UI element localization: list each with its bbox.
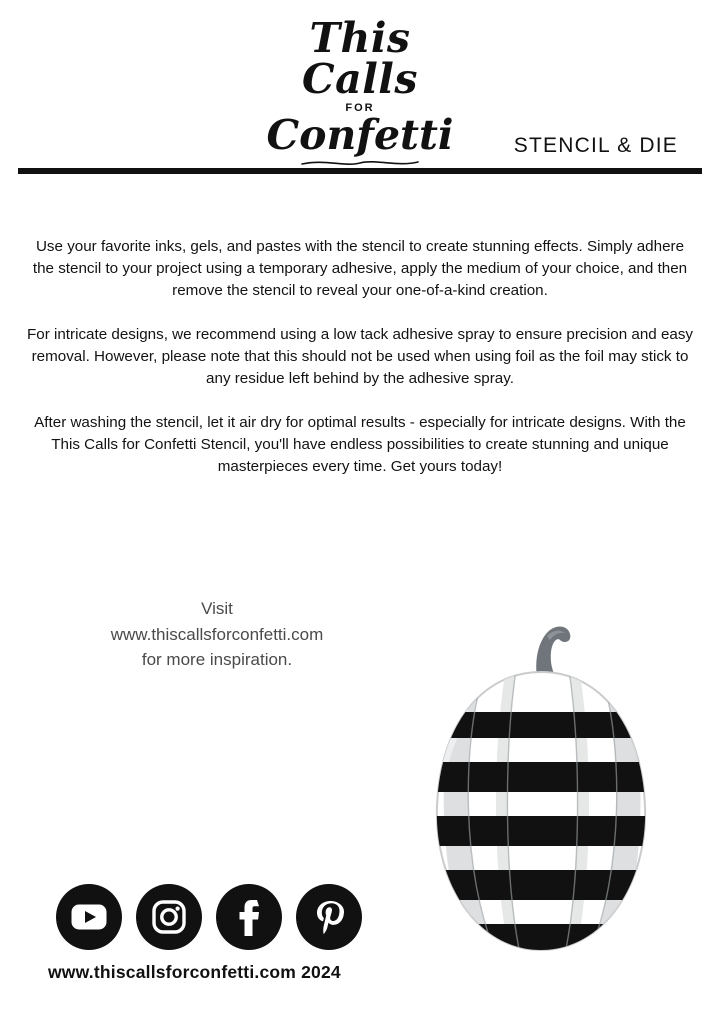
facebook-icon [237, 898, 261, 936]
social-link-youtube[interactable] [56, 884, 122, 950]
youtube-icon [71, 904, 107, 930]
visit-block [52, 596, 382, 673]
logo-line-2: Confetti [266, 111, 454, 159]
logo-flourish-icon [300, 158, 420, 168]
striped-pumpkin-illustration [406, 620, 676, 975]
visit-line-1: Visit [201, 599, 233, 618]
description-paragraph: Use your favorite inks, gels, and pastes with the stencil to create stunning effects. Simply adhere the stencil to your project using a temporary adhesive, apply the medium of your choice, and then remove the stencil to reveal your one-of-a-kind creation. [32, 238, 688, 300]
page-header [0, 0, 720, 180]
social-link-instagram[interactable] [136, 884, 202, 950]
visit-website-url[interactable]: www.thiscallsforconfetti.com [110, 624, 324, 644]
pumpkin-stripe [406, 816, 676, 846]
pinterest-icon [314, 899, 344, 935]
pumpkin-stripe [406, 762, 676, 792]
brand-logo [245, 14, 475, 168]
pumpkin-stripe [406, 712, 676, 738]
header-divider [18, 168, 702, 174]
logo-line-1: This Calls [302, 14, 418, 103]
product-category-label: STENCIL & DIE [513, 134, 678, 157]
visit-line-3: for more inspiration. [141, 650, 293, 669]
footer-website-url[interactable]: www.thiscallsforconfetti.com 2024 [48, 962, 341, 982]
description-paragraph: After washing the stencil, let it air dry for optimal results - especially for intricate designs. With the This Calls for Confetti Stencil, you'll have endless possibilities to create stunning and unique masterpieces every time. Get yours today! [34, 414, 686, 476]
social-link-pinterest[interactable] [296, 884, 362, 950]
instagram-icon [152, 900, 186, 934]
description-paragraph: For intricate designs, we recommend using a low tack adhesive spray to ensure precision and easy removal. However, please note that this should not be used when using foil as the foil may stick to any residue left behind by the adhesive spray. [26, 326, 694, 388]
description-block [24, 236, 696, 478]
pumpkin-stripe [406, 924, 676, 954]
social-link-facebook[interactable] [216, 884, 282, 950]
social-links [56, 884, 362, 950]
logo-for-word: FOR [345, 102, 375, 114]
